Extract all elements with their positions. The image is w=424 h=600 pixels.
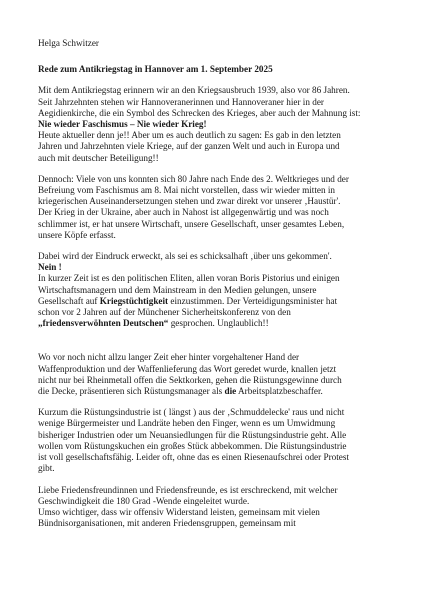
text-line: gibt.	[38, 463, 55, 474]
emphasis-line: Nein !	[38, 262, 62, 273]
bold-keyword: Kriegstüchtigkeit	[99, 295, 169, 306]
author-name: Helga Schwitzer	[38, 38, 99, 48]
text-segment: einzustimmen. Der Verteidigungsminister hat	[168, 295, 338, 306]
speech-title: Rede zum Antikriegstag in Hannover am 1. September 2025	[38, 64, 273, 75]
text-line: schon vor 2 Jahren auf der Münchener Sicherheitskonferenz von den	[38, 307, 291, 318]
text-line: Geschwindigkeit die 180 Grad -Wende eingeleitet wurde.	[38, 495, 250, 506]
text-line: Befreiung vom Faschismus am 8. Mai nicht vorstellen, dass wir wieder mitten in	[38, 185, 336, 196]
text-line: wenige Bürgermeister und Landräte heben den Finger, wenn es um Umwidmung	[38, 418, 336, 429]
text-line: Jahren und Jahrzehnten viele Kriege, auf der ganzen Welt und auch in Europa und	[38, 141, 340, 152]
text-line: Dabei wird der Eindruck erweckt, als sei es schicksalhaft ‚über uns gekommen'.	[38, 251, 332, 262]
paragraph-5	[38, 407, 408, 474]
text-line: wollen vom Rüstungskuchen ein großes Stück abbekommen. Die Rüstungsindustrie	[38, 440, 347, 451]
text-line: Heute aktueller denn je!! Aber um es auch deutlich zu sagen: Es gab in den letzten	[38, 130, 341, 141]
text-line: Waffenproduktion und der Waffenlieferung das Wort geredet wurde, knallen jetzt	[38, 363, 337, 374]
text-line: Liebe Friedensfreundinnen und Friedensfreunde, es ist erschreckend, mit welcher	[38, 484, 338, 495]
text-line: kriegerischen Auseinandersetzungen stehen und zwar direkt vor unserer ‚Haustür'.	[38, 196, 341, 207]
text-line: Wo vor noch nicht allzu langer Zeit eher hinter vorgehaltener Hand der	[38, 352, 300, 363]
document-page	[38, 38, 408, 539]
text-line: bisheriger Industrien oder um Neuansiedlungen für die Rüstungsindustrie geht. Alle	[38, 429, 347, 440]
text-segment: die Decke, präsentieren sich Rüstungsmanager als	[38, 386, 225, 397]
text-line: Der Krieg in der Ukraine, aber auch in Nahost ist allgegenwärtig und was noch	[38, 207, 329, 218]
paragraph-4	[38, 352, 408, 397]
text-line: Mit dem Antikriegstag erinnern wir an den Kriegsausbruch 1939, also vor 86 Jahren.	[38, 85, 350, 96]
text-segment: Arbeitsplatzbeschaffer.	[236, 386, 323, 397]
text-line: unsere Köpfe erfasst.	[38, 229, 116, 240]
text-line: Aegidienkirche, die ein Symbol des Schrecken des Krieges, aber auch der Mahnung ist:	[38, 107, 361, 118]
text-line	[38, 386, 408, 397]
text-segment: gesprochen. Unglaublich!!	[168, 318, 269, 329]
paragraph-2	[38, 174, 408, 241]
paragraph-3	[38, 251, 408, 329]
text-line	[38, 318, 408, 329]
text-line: schlimmer ist, er hat unsere Wirtschaft, unsere Gesellschaft, unser gesamtes Leben,	[38, 218, 345, 229]
paragraph-1	[38, 85, 408, 163]
bold-quote: „friedensverwöhnten Deutschen“	[38, 318, 169, 329]
text-line: ist voll gesellschaftsfähig. Leider oft, ohne das es einen Riesenaufschrei oder Protest	[38, 452, 350, 463]
slogan-line: Nie wieder Faschismus – Nie wieder Krieg!	[38, 119, 207, 130]
bold-keyword: die	[224, 386, 237, 397]
text-segment: Gesellschaft auf	[38, 295, 100, 306]
text-line: auch mit deutscher Beteiligung!!	[38, 152, 159, 163]
text-line: nicht nur bei Rheinmetall offen die Sektkorken, gehen die Rüstungsgewinne durch	[38, 374, 342, 385]
text-line: Umso wichtiger, dass wir offensiv Widerstand leisten, gemeinsam mit vielen	[38, 506, 320, 517]
text-line: Wirtschaftsmanagern und dem Mainstream in den Medien gelungen, unsere	[38, 284, 317, 295]
text-line: Bündnisorganisationen, mit anderen Friedensgruppen, gemeinsam mit	[38, 518, 296, 529]
paragraph-6	[38, 485, 408, 530]
text-line: Seit Jahrzehnten stehen wir Hannoveranerinnen und Hannoveraner hier in der	[38, 96, 324, 107]
text-line: Dennoch: Viele von uns konnten sich 80 Jahre nach Ende des 2. Weltkrieges und der	[38, 173, 349, 184]
text-line	[38, 296, 408, 307]
text-line: In kurzer Zeit ist es den politischen Eliten, allen voran Boris Pistorius und einigen	[38, 273, 340, 284]
text-line: Kurzum die Rüstungsindustrie ist ( längst ) aus der ‚Schmuddelecke' raus und nicht	[38, 407, 345, 418]
